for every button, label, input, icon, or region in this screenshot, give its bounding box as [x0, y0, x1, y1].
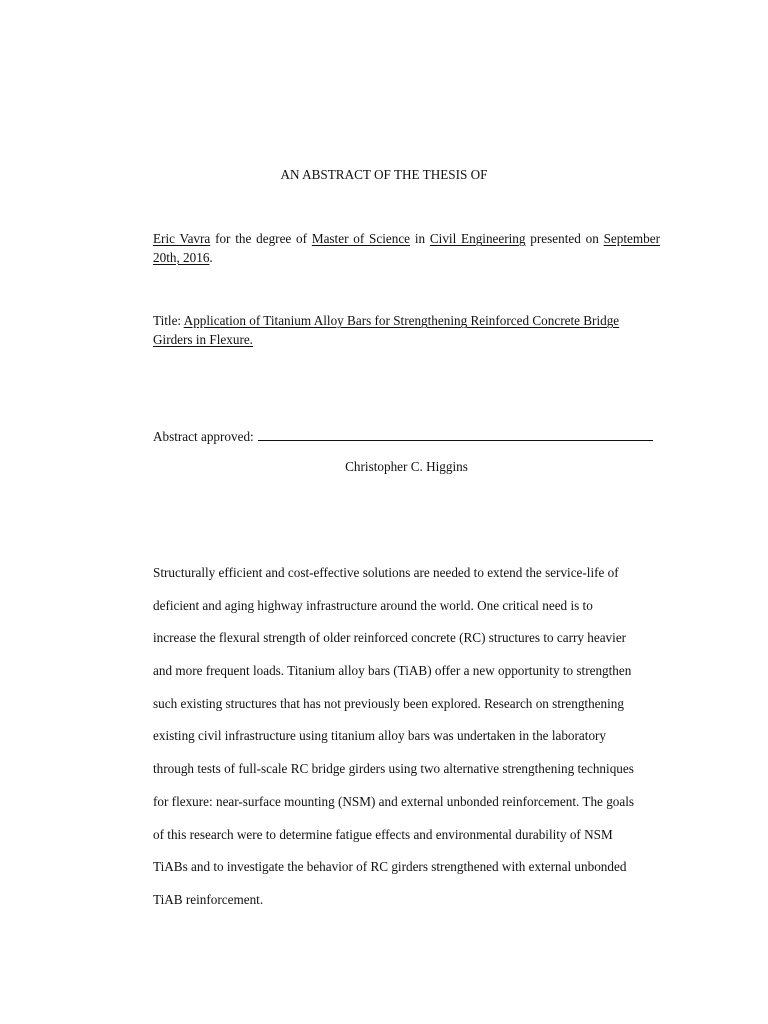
signature-line [258, 426, 653, 441]
abstract-line: for flexure: near-surface mounting (NSM) and external unbonded reinforcement. The goals [153, 793, 635, 809]
presented-text: presented on [525, 231, 604, 246]
field-name: Civil Engineering [429, 231, 526, 246]
author-name: Eric Vavra [153, 231, 211, 246]
abstract-line: of this research were to determine fatigue effects and environmental durability of NSM [153, 826, 613, 842]
presentation-date: September 20th, 2016 [153, 231, 660, 265]
degree-name: Master of Science [311, 231, 411, 246]
abstract-line: such existing structures that has not previously been explored. Research on strengthening [153, 695, 624, 711]
approval-line [153, 426, 660, 445]
approval-label: Abstract approved: [153, 429, 254, 444]
author-statement [153, 230, 660, 267]
in-text: in [410, 231, 430, 246]
approver-name: Christopher C. Higgins [345, 459, 468, 474]
abstract-line: existing civil infrastructure using titanium alloy bars was undertaken in the laboratory [153, 728, 607, 744]
abstract-line: deficient and aging highway infrastructure around the world. One critical need is to [153, 597, 593, 613]
degree-prefix-text: for the degree of [210, 231, 312, 246]
title-label: Title: [153, 313, 184, 328]
abstract-heading: AN ABSTRACT OF THE THESIS OF [280, 167, 488, 182]
abstract-line: through tests of full-scale RC bridge girders using two alternative strengthening techniques [153, 761, 634, 777]
thesis-title-statement [153, 312, 660, 349]
abstract-line: Structurally efficient and cost-effective solutions are needed to extend the service-life of [153, 565, 619, 580]
abstract-line: TiAB reinforcement. [153, 891, 264, 907]
abstract-body [153, 563, 668, 923]
abstract-line: increase the flexural strength of older reinforced concrete (RC) structures to carry heavier [153, 630, 627, 646]
abstract-line: and more frequent loads. Titanium alloy bars (TiAB) offer a new opportunity to strengthen [153, 663, 632, 679]
thesis-title: Application of Titanium Alloy Bars for Strengthening Reinforced Concrete Bridge Girders in Flexure. [153, 313, 620, 347]
abstract-line: TiABs and to investigate the behavior of RC girders strengthened with external unbonded [153, 859, 627, 875]
statement-period: . [209, 249, 213, 265]
